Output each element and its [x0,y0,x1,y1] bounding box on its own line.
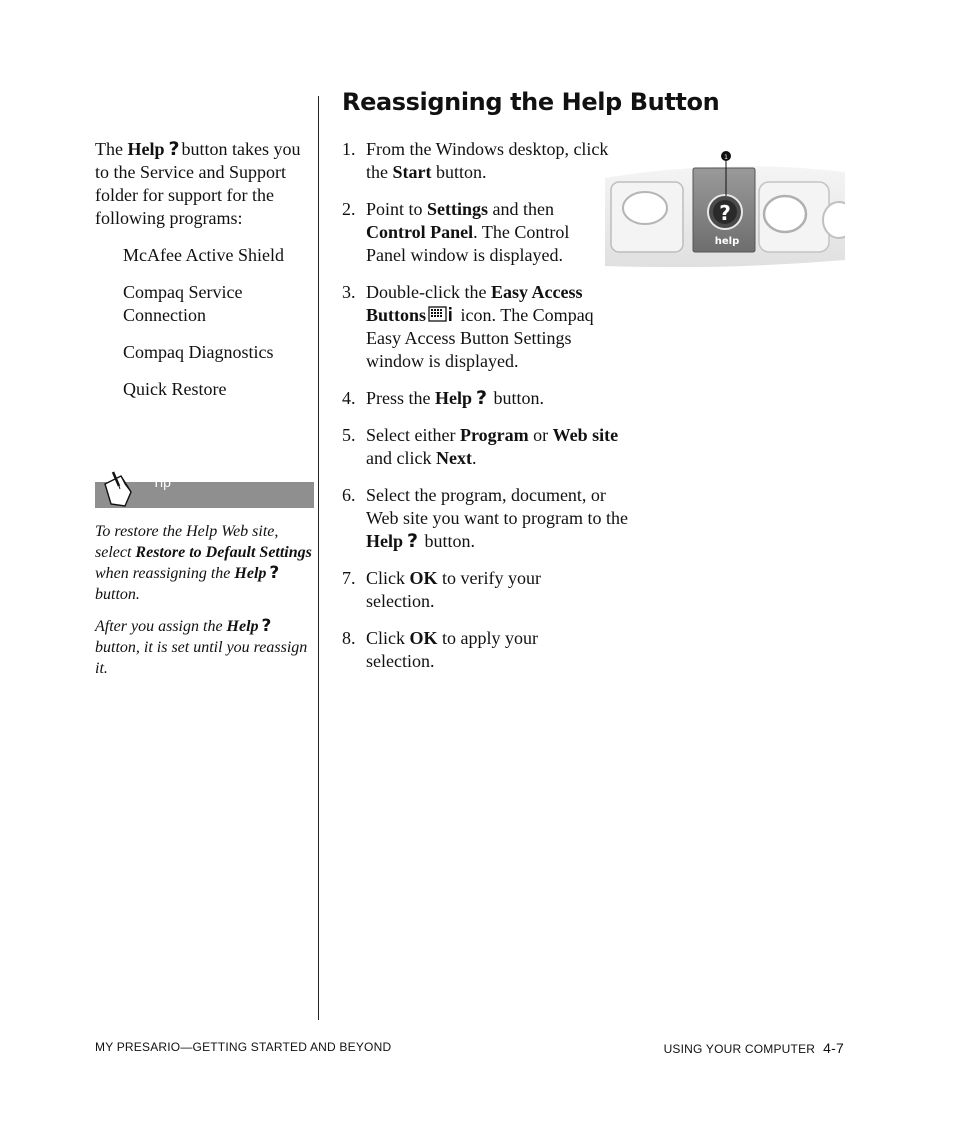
tip-label: Tip [152,474,171,490]
column-divider [318,96,319,1020]
page-title: Reassigning the Help Button [342,88,720,116]
step-item: 5. Select either Program or Web site and click Next. [342,425,619,468]
step-item: 8. Click OK to apply your selection. [342,628,539,671]
easy-access-buttons-icon [428,305,454,323]
left-column [95,138,317,415]
help-question-icon: ? [168,138,180,160]
help-question-mark: ? [719,201,731,225]
list-item: McAfee Active Shield [123,245,284,265]
help-question-icon: ? [269,563,280,583]
step-item: 6. Select the program, document, or Web site you want to program to the Help ? button. [342,485,628,552]
step-item: 1. From the Windows desktop, click the Start button. [342,139,609,182]
help-button-illustration [605,148,845,278]
footer-title: MY PRESARIO—GETTING STARTED AND BEYOND [95,1040,392,1054]
tip-paragraph: To restore the Help Web site, select Restore to Default Settings when reassigning the Help ? button. [95,523,312,603]
tip-header [95,470,314,510]
step-list [342,138,627,687]
help-question-icon: ? [407,530,419,552]
help-question-icon: ? [261,616,272,636]
footer-section: USING YOUR COMPUTER 4-7 [663,1040,844,1056]
step-item: 2. Point to Settings and then Control Panel. The Control Panel window is displayed. [342,199,570,265]
help-key-label: help [714,236,740,247]
intro-paragraph: The Help ? button takes you to the Service and Support folder for support for the following programs: [95,138,301,228]
step-item: 4. Press the Help ? button. [342,387,545,409]
list-item: Compaq Service Connection [123,282,243,325]
program-list [95,244,317,401]
callout-number: 1 [724,154,728,161]
step-item: 7. Click OK to verify your selection. [342,568,541,611]
tip-content [95,521,317,690]
list-item: Quick Restore [123,379,227,399]
tip-paragraph: After you assign the Help ? button, it is set until you reassign it. [95,616,308,677]
help-question-icon: ? [476,387,488,409]
note-pencil-icon [99,470,141,510]
page-number: 4-7 [823,1040,844,1056]
step-item: 3. Double-click the Easy Access Buttons icon. The Compaq Easy Access Button Settings window is displayed. [342,282,594,371]
list-item: Compaq Diagnostics [123,342,274,362]
